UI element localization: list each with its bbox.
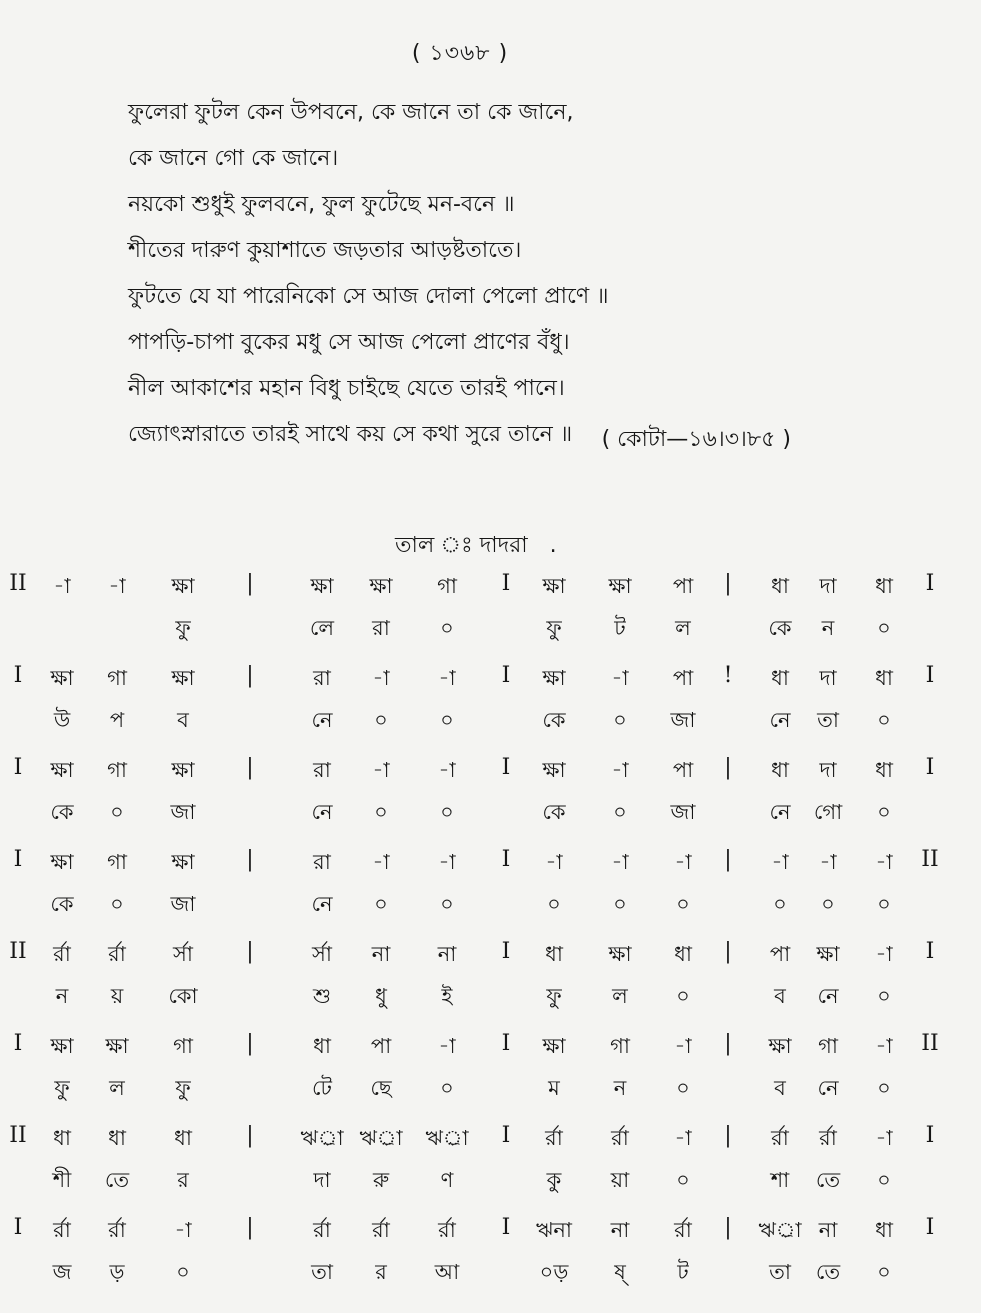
notation-block xyxy=(0,1028,981,1120)
swara-note: ধা xyxy=(771,666,789,690)
bar-line: | xyxy=(724,755,732,780)
swara-note: ধা xyxy=(674,942,692,966)
lyric-syllable: ০ xyxy=(821,892,835,916)
swara-note: ক্ষা xyxy=(50,850,74,874)
lyric-syllable: জা xyxy=(170,892,196,916)
lyric-syllable: তা xyxy=(311,1260,333,1284)
swara-note: ক্ষা xyxy=(768,1034,792,1058)
swara-note: র্রা xyxy=(674,1218,692,1242)
lyric-syllable: ০ xyxy=(877,1260,891,1284)
swara-note: -া xyxy=(438,850,456,874)
lyric-syllable: আ xyxy=(434,1260,460,1284)
swara-note: না xyxy=(371,942,391,966)
lyric-syllable: শী xyxy=(52,1168,72,1192)
swara-note: -া xyxy=(611,850,629,874)
swara-note: ধা xyxy=(313,1034,331,1058)
lyric-syllable: ল xyxy=(612,984,628,1008)
bar-line: | xyxy=(724,939,732,964)
lyric-syllable: ন xyxy=(55,984,69,1008)
lyric-syllable: কে xyxy=(50,892,74,916)
swara-note: র্রা xyxy=(372,1218,390,1242)
bar-line: | xyxy=(724,1215,732,1240)
bar-line: II xyxy=(9,571,27,596)
swara-note: না xyxy=(610,1218,630,1242)
swara-note: -া xyxy=(674,1034,692,1058)
swara-note: দা xyxy=(819,666,837,690)
lyric-syllable: ০ xyxy=(613,800,627,824)
swara-note: -া xyxy=(174,1218,192,1242)
swara-note: -া xyxy=(875,942,893,966)
bar-line: I xyxy=(925,663,935,688)
swara-note: র্সা xyxy=(312,942,332,966)
bar-line: I xyxy=(925,939,935,964)
swara-note: র্রা xyxy=(53,942,71,966)
lyric-syllable: নে xyxy=(311,892,333,916)
lyric-line: শীতের দারুণ কুয়াশাতে জড়তার আড়ষ্টতাতে। xyxy=(128,238,522,263)
lyric-syllable: তে xyxy=(104,1168,130,1192)
swara-note: ক্ষা xyxy=(310,574,334,598)
swara-note: রা xyxy=(313,850,331,874)
lyric-syllable: ষ্ xyxy=(614,1260,626,1284)
lyric-syllable: লে xyxy=(309,616,335,640)
taal-label: তাল ঃ দাদরা xyxy=(395,533,528,558)
swara-note: -া xyxy=(611,666,629,690)
swara-note: ক্ষা xyxy=(171,850,195,874)
lyric-syllable: ন xyxy=(613,1076,627,1100)
lyric-syllable: ট xyxy=(614,616,626,640)
swara-note: ধা xyxy=(875,758,893,782)
lyric-syllable: ০ xyxy=(877,1076,891,1100)
lyric-syllable: জা xyxy=(670,800,696,824)
lyric-syllable: কে xyxy=(542,708,566,732)
bar-line: II xyxy=(921,1031,939,1056)
lyric-syllable: ০ xyxy=(676,1168,690,1192)
bar-line: | xyxy=(246,755,254,780)
swara-note: -া xyxy=(875,850,893,874)
lyric-syllable: নে xyxy=(311,800,333,824)
swara-note: ঋর্া xyxy=(758,1218,802,1242)
lyric-syllable: ফু xyxy=(54,1076,70,1100)
swara-note: র্রা xyxy=(771,1126,789,1150)
lyric-syllable: কু xyxy=(546,1168,562,1192)
bar-line: | xyxy=(724,571,732,596)
swara-note: র্রা xyxy=(108,942,126,966)
bar-line: | xyxy=(724,1031,732,1056)
lyric-syllable: গো xyxy=(813,800,843,824)
lyric-syllable: ০ xyxy=(374,708,388,732)
lyric-syllable: জা xyxy=(170,800,196,824)
lyric-syllable: ০ xyxy=(676,984,690,1008)
swara-note: পা xyxy=(672,758,694,782)
taal-dot: . xyxy=(549,533,557,558)
swara-note: -া xyxy=(674,1126,692,1150)
lyric-syllable: য়া xyxy=(610,1168,630,1192)
swara-note: রা xyxy=(313,758,331,782)
bar-line: I xyxy=(501,847,511,872)
lyric-syllable: ০ xyxy=(773,892,787,916)
lyric-syllable: প xyxy=(109,708,125,732)
lyric-syllable: নে xyxy=(817,1076,839,1100)
swara-note: র্রা xyxy=(108,1218,126,1242)
lyric-syllable: টে xyxy=(312,1076,332,1100)
swara-note: গা xyxy=(437,574,457,598)
bar-line: I xyxy=(501,663,511,688)
lyric-syllable xyxy=(39,612,85,644)
swara-note: ক্ষা xyxy=(171,574,195,598)
swara-note: ক্ষা xyxy=(50,666,74,690)
bar-line: I xyxy=(13,663,23,688)
lyric-syllable: ব xyxy=(177,708,189,732)
lyric-syllable: ০ xyxy=(613,892,627,916)
lyric-syllable: ব xyxy=(774,984,786,1008)
lyric-syllable: শা xyxy=(770,1168,790,1192)
swara-note: ঋনা xyxy=(536,1218,572,1242)
notation-block xyxy=(0,752,981,844)
swara-note: পা xyxy=(769,942,791,966)
swara-note: ঋর্া xyxy=(300,1126,344,1150)
swara-note: ধা xyxy=(875,1218,893,1242)
swara-note: ধা xyxy=(174,1126,192,1150)
swara-note: ঋর্া xyxy=(359,1126,403,1150)
swara-note: -া xyxy=(438,666,456,690)
swara-note: ক্ষা xyxy=(50,1034,74,1058)
bar-line: I xyxy=(925,571,935,596)
lyric-syllable: ০ xyxy=(374,800,388,824)
lyric-syllable: ন xyxy=(821,616,835,640)
lyric-syllable: নে xyxy=(311,708,333,732)
lyric-syllable: দা xyxy=(313,1168,331,1192)
notation-block xyxy=(0,936,981,1028)
swara-note: গা xyxy=(107,850,127,874)
notation-grid xyxy=(0,568,981,1308)
bar-line: I xyxy=(925,1215,935,1240)
lyric-syllable: ল xyxy=(109,1076,125,1100)
bar-line: I xyxy=(501,1215,511,1240)
swara-note: -া xyxy=(674,850,692,874)
lyrics-block xyxy=(128,90,908,458)
swara-note: পা xyxy=(370,1034,392,1058)
swara-note: রা xyxy=(313,666,331,690)
lyric-syllable: ০ xyxy=(176,1260,190,1284)
swara-note: -া xyxy=(108,574,126,598)
swara-note: ক্ষা xyxy=(50,758,74,782)
lyric-syllable: নে xyxy=(817,984,839,1008)
bar-line: I xyxy=(13,847,23,872)
bar-line: I xyxy=(501,755,511,780)
swara-note: -া xyxy=(875,1126,893,1150)
swara-note: -া xyxy=(53,574,71,598)
lyric-syllable: তে xyxy=(815,1260,841,1284)
swara-note: দা xyxy=(819,758,837,782)
notation-block xyxy=(0,568,981,660)
lyric-syllable: ম xyxy=(548,1076,560,1100)
lyric-syllable: রা xyxy=(372,616,390,640)
swara-note: -া xyxy=(372,758,390,782)
lyric-syllable: ণ xyxy=(440,1168,454,1192)
lyric-syllable: ০ xyxy=(440,892,454,916)
lyric-syllable: ০ xyxy=(440,708,454,732)
bar-line: I xyxy=(501,571,511,596)
bar-line: I xyxy=(501,1123,511,1148)
swara-note: -া xyxy=(611,758,629,782)
swara-note: ক্ষা xyxy=(171,758,195,782)
swara-note: পা xyxy=(672,666,694,690)
lyric-syllable: ট xyxy=(677,1260,689,1284)
lyric-syllable: নে xyxy=(769,800,791,824)
swara-note: ক্ষা xyxy=(171,666,195,690)
swara-note: -া xyxy=(545,850,563,874)
bar-line: ! xyxy=(723,663,733,688)
swara-note: দা xyxy=(819,574,837,598)
swara-note: ধা xyxy=(771,574,789,598)
swara-note: গা xyxy=(107,758,127,782)
bar-line: | xyxy=(724,1123,732,1148)
swara-note: -া xyxy=(438,1034,456,1058)
swara-note: -া xyxy=(771,850,789,874)
swara-note: ঋর্া xyxy=(425,1126,469,1150)
swara-note: না xyxy=(437,942,457,966)
lyric-line: ফুলেরা ফুটল কেন উপবনে, কে জানে তা কে জানে, xyxy=(128,100,574,125)
lyric-syllable: জা xyxy=(670,708,696,732)
lyric-syllable: কো xyxy=(168,984,198,1008)
notation-block xyxy=(0,660,981,752)
notation-block xyxy=(0,844,981,936)
lyric-syllable: নে xyxy=(769,708,791,732)
bar-line: I xyxy=(501,939,511,964)
bar-line: | xyxy=(246,663,254,688)
lyric-syllable: র xyxy=(177,1168,189,1192)
swara-note: গা xyxy=(107,666,127,690)
lyric-syllable: জ xyxy=(52,1260,72,1284)
lyric-syllable: ড় xyxy=(109,1260,125,1284)
lyric-syllable: কে xyxy=(542,800,566,824)
swara-note: ক্ষা xyxy=(542,758,566,782)
lyric-syllable: ই xyxy=(441,984,453,1008)
bar-line: I xyxy=(13,755,23,780)
lyric-syllable: ০ xyxy=(676,1076,690,1100)
lyric-syllable: ০ xyxy=(110,892,124,916)
bar-line: I xyxy=(13,1215,23,1240)
swara-note: গা xyxy=(610,1034,630,1058)
swara-note: ধা xyxy=(545,942,563,966)
bar-line: | xyxy=(246,1215,254,1240)
bar-line: II xyxy=(9,1123,27,1148)
swara-note: ধা xyxy=(53,1126,71,1150)
lyric-syllable: ০ xyxy=(440,800,454,824)
notation-block xyxy=(0,1212,981,1304)
bar-line: | xyxy=(724,847,732,872)
lyric-syllable: য় xyxy=(110,984,124,1008)
source-citation: ( কোটা—১৬।৩।৮৫ ) xyxy=(601,427,791,452)
lyric-syllable: ০ xyxy=(877,800,891,824)
bar-line: | xyxy=(246,1123,254,1148)
swara-note: ক্ষা xyxy=(542,666,566,690)
swara-note: র্সা xyxy=(173,942,193,966)
lyric-syllable: ০ xyxy=(877,1168,891,1192)
lyric-syllable: ব xyxy=(774,1076,786,1100)
swara-note: ধা xyxy=(875,666,893,690)
lyric-syllable: ০ xyxy=(110,800,124,824)
lyric-syllable: কে xyxy=(768,616,792,640)
taal-heading xyxy=(395,528,557,565)
swara-note: ক্ষা xyxy=(542,1034,566,1058)
lyric-syllable: তে xyxy=(815,1168,841,1192)
bar-line: | xyxy=(246,847,254,872)
lyric-syllable: রু xyxy=(372,1168,390,1192)
bar-line: I xyxy=(13,1031,23,1056)
lyric-syllable: ০ xyxy=(374,892,388,916)
lyric-syllable: ০ xyxy=(613,708,627,732)
swara-note: ধা xyxy=(108,1126,126,1150)
bar-line: I xyxy=(501,1031,511,1056)
bar-line: II xyxy=(9,939,27,964)
swara-note: ক্ষা xyxy=(608,942,632,966)
swara-note: ক্ষা xyxy=(105,1034,129,1058)
bar-line: II xyxy=(921,847,939,872)
bar-line: | xyxy=(246,571,254,596)
bar-line: | xyxy=(246,1031,254,1056)
bar-line: I xyxy=(925,1123,935,1148)
lyric-syllable: তা xyxy=(769,1260,791,1284)
bar-line: I xyxy=(925,755,935,780)
swara-note: ক্ষা xyxy=(816,942,840,966)
lyric-line: ফুটতে যে যা পারেনিকো সে আজ দোলা পেলো প্রাণে ॥ xyxy=(128,284,609,309)
lyric-syllable: ০ xyxy=(877,892,891,916)
swara-note: র্রা xyxy=(438,1218,456,1242)
swara-note: পা xyxy=(672,574,694,598)
notation-block xyxy=(0,1120,981,1212)
lyric-syllable xyxy=(94,612,140,644)
swara-note: ক্ষা xyxy=(369,574,393,598)
lyric-syllable: ফু xyxy=(546,616,562,640)
lyric-syllable: ০ xyxy=(547,892,561,916)
bar-line: | xyxy=(246,939,254,964)
lyric-line: জ্যোৎস্নারাতে তারই সাথে কয় সে কথা সুরে তানে ॥ xyxy=(128,422,573,447)
swara-note: -া xyxy=(372,666,390,690)
lyric-syllable: তা xyxy=(817,708,839,732)
lyric-syllable: র xyxy=(375,1260,387,1284)
lyric-line: নীল আকাশের মহান বিধু চাইছে যেতে তারই পানে। xyxy=(128,376,565,401)
swara-note: র্রা xyxy=(545,1126,563,1150)
swara-note: গা xyxy=(173,1034,193,1058)
swara-note: গা xyxy=(818,1034,838,1058)
lyric-syllable: ০ xyxy=(877,984,891,1008)
lyric-syllable: উ xyxy=(53,708,71,732)
swara-note: ধা xyxy=(771,758,789,782)
swara-note: র্রা xyxy=(819,1126,837,1150)
swara-note: -া xyxy=(438,758,456,782)
lyric-line: পাপড়ি-চাপা বুকের মধু সে আজ পেলো প্রাণের বঁধু। xyxy=(128,330,570,355)
lyric-syllable: ০ড় xyxy=(539,1260,569,1284)
swara-note: না xyxy=(818,1218,838,1242)
lyric-syllable: ছে xyxy=(370,1076,392,1100)
swara-note: -া xyxy=(819,850,837,874)
swara-note: -া xyxy=(875,1034,893,1058)
lyric-syllable: ০ xyxy=(676,892,690,916)
swara-note: র্রা xyxy=(313,1218,331,1242)
swara-note: র্রা xyxy=(611,1126,629,1150)
lyric-syllable: ০ xyxy=(440,616,454,640)
lyric-syllable: ফু xyxy=(175,616,191,640)
lyric-line: কে জানে গো কে জানে। xyxy=(128,146,339,171)
lyric-syllable: ফু xyxy=(546,984,562,1008)
lyric-syllable: ফু xyxy=(175,1076,191,1100)
lyric-syllable: কে xyxy=(50,800,74,824)
lyric-syllable: ল xyxy=(675,616,691,640)
swara-note: -া xyxy=(372,850,390,874)
lyric-line: নয়কো শুধুই ফুলবনে, ফুল ফুটেছে মন-বনে ॥ xyxy=(128,192,515,217)
lyric-syllable: ০ xyxy=(877,616,891,640)
swara-note: র্রা xyxy=(53,1218,71,1242)
lyric-syllable: ০ xyxy=(440,1076,454,1100)
swara-note: ক্ষা xyxy=(608,574,632,598)
lyric-syllable: ধু xyxy=(375,984,387,1008)
lyric-syllable: ০ xyxy=(877,708,891,732)
lyric-syllable: শু xyxy=(312,984,332,1008)
swara-note: ধা xyxy=(875,574,893,598)
swara-note: ক্ষা xyxy=(542,574,566,598)
page-number: ( ১৩৬৮ ) xyxy=(411,41,509,66)
